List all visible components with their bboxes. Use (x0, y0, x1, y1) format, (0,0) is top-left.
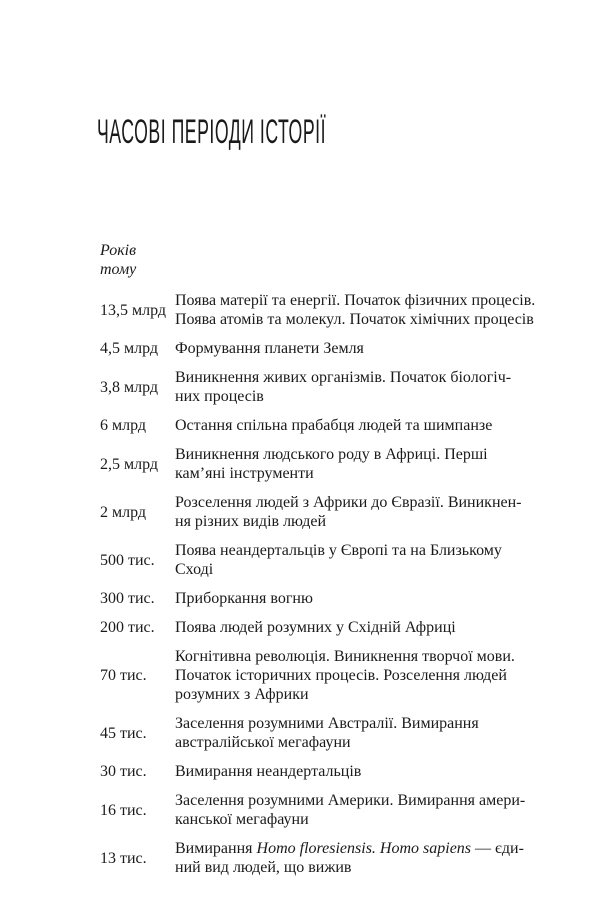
event-description (175, 647, 540, 704)
event-description-line: Початок історичних процесів. Розселення людей (175, 667, 507, 684)
time-ago-value: 3,8 млрд (100, 378, 159, 396)
event-description-line: Остання спільна прабабця людей та шимпанзе (175, 417, 493, 434)
event-description (175, 762, 540, 781)
species-name: Homo sapiens (379, 840, 472, 857)
event-description (175, 416, 540, 435)
time-ago-value: 13 тис. (100, 849, 147, 867)
timeline-row (100, 618, 540, 637)
event-description-line: кам’яні інструменти (175, 465, 314, 482)
event-description-line: австралійської мегафауни (175, 734, 351, 751)
event-description (175, 339, 540, 358)
time-ago-value: 16 тис. (100, 801, 147, 819)
event-description-line: ня різних видів людей (175, 513, 326, 530)
time-ago-value: 2 млрд (100, 503, 147, 521)
event-description-line: Формування планети Земля (175, 340, 364, 357)
timeline-rows (100, 291, 540, 877)
event-description-line (175, 839, 540, 858)
event-description-line: Поява матерії та енергії. Початок фізичних процесів. (175, 292, 536, 309)
time-ago-value: 30 тис. (100, 763, 147, 780)
event-description-line: Когнітивна революція. Виникнення творчої мови. (175, 648, 515, 665)
time-ago-value: 6 млрд (100, 417, 147, 434)
event-description-line: Поява атомів та молекул. Початок хімічних процесів (175, 311, 534, 328)
event-description (175, 791, 540, 829)
event-description (175, 445, 540, 483)
time-ago-value: 500 тис. (100, 551, 155, 569)
timeline-table (100, 241, 540, 887)
time-ago-value: 4,5 млрд (100, 340, 159, 357)
timeline-row (100, 762, 540, 781)
time-ago-value: 13,5 млрд (100, 301, 167, 319)
event-description (175, 839, 540, 877)
timeline-row (100, 541, 540, 579)
page-title: ЧАСОВІ ПЕРІОДИ ІСТОРІЇ (97, 113, 327, 151)
event-description-line: Виникнення живих організмів. Початок біологіч- (175, 369, 512, 386)
text-fragment: Вимирання (175, 840, 257, 857)
timeline-row (100, 368, 540, 406)
event-description-line: них процесів (175, 388, 264, 405)
column-header-years-ago (100, 241, 540, 279)
event-description-line: канської мегафауни (175, 811, 309, 828)
event-description-line: Поява неандертальців у Європі та на Близькому (175, 542, 502, 559)
column-header-line: тому (100, 261, 137, 278)
event-description-line: Заселення розумними Америки. Вимирання амери- (175, 792, 526, 809)
event-description-line: Виникнення людського роду в Африці. Перші (175, 446, 488, 463)
event-description (175, 368, 540, 406)
timeline-row (100, 589, 540, 608)
event-description-line: Сході (175, 561, 214, 578)
event-description-line: Вимирання неандертальців (175, 763, 362, 780)
timeline-row (100, 416, 540, 435)
column-header-line: Років (100, 242, 137, 259)
event-description-line: Приборкання вогню (175, 590, 313, 607)
timeline-row (100, 339, 540, 358)
timeline-row (100, 291, 540, 329)
event-description (175, 291, 540, 329)
timeline-row (100, 714, 540, 752)
event-description-line: ний вид людей, що вижив (175, 859, 352, 876)
timeline-row (100, 647, 540, 704)
event-description (175, 541, 540, 579)
event-description (175, 618, 540, 637)
timeline-row (100, 493, 540, 531)
time-ago-value: 300 тис. (100, 590, 155, 607)
text-fragment: — єди- (471, 840, 524, 857)
event-description-line: розумних з Африки (175, 686, 309, 703)
time-ago-value: 70 тис. (100, 667, 147, 684)
timeline-row (100, 445, 540, 483)
event-description-line: Заселення розумними Австралії. Вимирання (175, 715, 479, 732)
species-name: Homo floresiensis. (256, 840, 376, 857)
event-description-line: Розселення людей з Африки до Євразії. Виникнен- (175, 494, 522, 511)
timeline-row (100, 791, 540, 829)
timeline-row (100, 839, 540, 877)
time-ago-value: 45 тис. (100, 724, 147, 742)
event-description (175, 493, 540, 531)
event-description (175, 714, 540, 752)
time-ago-value: 200 тис. (100, 619, 155, 636)
event-description-line: Поява людей розумних у Східній Африці (175, 619, 456, 636)
time-ago-value: 2,5 млрд (100, 455, 159, 473)
event-description (175, 589, 540, 608)
